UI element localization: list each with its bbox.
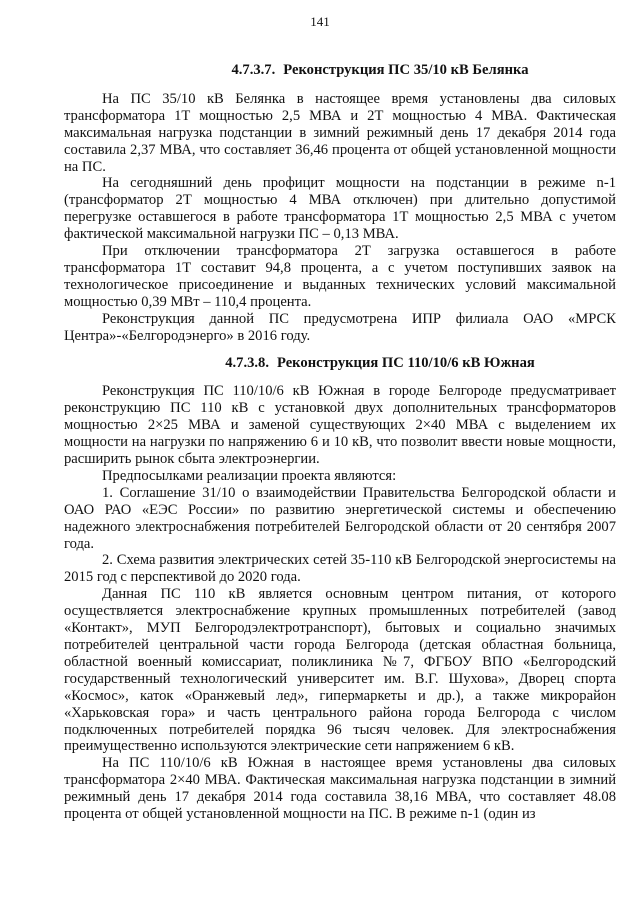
paragraph: Реконструкция данной ПС предусмотрена ИПР филиала ОАО «МРСК Центра»-«Белгородэнерго» в 2016 году. (64, 310, 616, 344)
list-item: 1. Соглашение 31/10 о взаимодействии Правительства Белгородской области и ОАО РАО «ЕЭС России» по развитию энергетической системы и обеспечению надежного электроснабжения потребителей Белгородской области от 20 сентября 2007 года. (64, 484, 616, 552)
section-heading (64, 62, 616, 79)
paragraph: На ПС 110/10/6 кВ Южная в настоящее время установлены два силовых трансформатора 2×40 МВА. Фактическая максимальная нагрузка подстанции в зимний режимный день 17 декабря 2014 года составила 38,16 МВА, что составляет 48.08 процента от общей установленной мощности на ПС. В режиме n-1 (один из (64, 755, 616, 823)
paragraph: При отключении трансформатора 2Т загрузка оставшегося в работе трансформатора 1Т составит 94,8 процента, а с учетом поступивших заявок на технологическое присоединение и выданных технических условий максимальной мощностью 0,39 МВт – 110,4 процента. (64, 243, 616, 310)
section-number: 4.7.3.8. (225, 354, 269, 371)
section-heading (64, 355, 616, 372)
section-title: Реконструкция ПС 35/10 кВ Белянка (283, 62, 529, 78)
page-number: 141 (310, 14, 330, 29)
section-title: Реконструкция ПС 110/10/6 кВ Южная (276, 354, 535, 371)
paragraph: Данная ПС 110 кВ является основным центром питания, от которого осуществляется электроснабжение крупных промышленных потребителей (завод «Контакт», МУП Белгородэлектротранспорт), бытовых и социально значимых потребителей центральной части города Белгорода (детская областная больница, областной военный комиссариат, поликлиника №7, ФГБОУ ВПО «Белгородский государственный технологический университет им. В.Г. Шухова», Дворец спорта «Космос», каток «Оранжевый лед», гипермаркеты и др.), а также микрорайон «Харьковская гора» и часть центрального района города Белгорода с числом подключенных потребителей порядка 96 тысяч человек. Для электроснабжения преимущественно используются электрические сети напряжением 6 кВ. (64, 586, 616, 755)
paragraph: Предпосылками реализации проекта являются: (102, 467, 397, 484)
paragraph: Реконструкция ПС 110/10/6 кВ Южная в городе Белгороде предусматривает реконструкцию ПС 110 кВ с установкой двух дополнительных трансформаторов мощностью 2×25 МВА и заменой существующих 2×40 МВА с выделением их мощности на нагрузки по напряжению 6 и 10 кВ, что позволит ввести новые мощности, расширить рынок сбыта электроэнергии. (64, 383, 616, 468)
section-number: 4.7.3.7. (231, 62, 276, 78)
document-body (64, 52, 616, 823)
paragraph: На сегодняшний день профицит мощности на подстанции в режиме n-1 (трансформатор 2Т мощностью 4 МВА отключен) при длительно допустимой перегрузке оставшегося в работе трансформатора 1Т мощностью 2,5 МВА с учетом фактической максимальной нагрузки ПС – 0,13 МВА. (64, 175, 616, 243)
paragraph: На ПС 35/10 кВ Белянка в настоящее время установлены два силовых трансформатора 1Т мощностью 2,5 МВА и 2Т мощностью 4 МВА. Фактическая максимальная нагрузка подстанции в зимний режимный день 17 декабря 2014 года составила 2,37 МВА, что составляет 36,46 процента от общей установленной мощности на ПС. (64, 90, 616, 175)
list-item: 2. Схема развития электрических сетей 35-110 кВ Белгородской энергосистемы на 2015 год с перспективой до 2020 года. (64, 552, 616, 586)
